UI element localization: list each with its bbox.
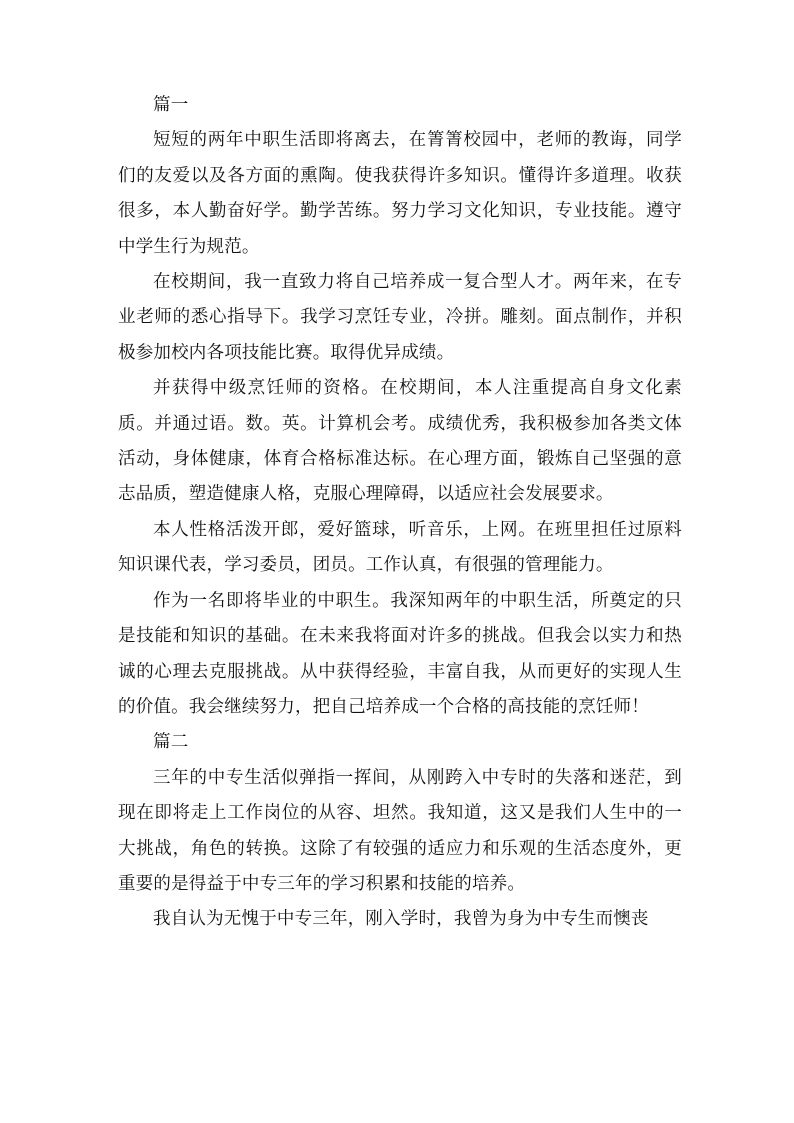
section-heading-1: 篇一	[153, 95, 189, 115]
paragraph: 并获得中级烹饪师的资格。在校期间，本人注重提高自身文化素质。并通过语。数。英。计算机会考。成绩优秀，我积极参加各类文体活动，身体健康，体育合格标准达标。在心理方面，锻炼自己坚强的意志品质，塑造健康人格，克服心理障碍，以适应社会发展要求。	[118, 378, 682, 505]
paragraph: 三年的中专生活似弹指一挥间，从刚跨入中专时的失落和迷茫，到现在即将走上工作岗位的从容、坦然。我知道，这又是我们人生中的一大挑战，角色的转换。这除了有较强的适应力和乐观的生活态度外，更重要的是得益于中专三年的学习积累和技能的培养。	[118, 767, 682, 894]
paragraph: 作为一名即将毕业的中职生。我深知两年的中职生活，所奠定的只是技能和知识的基础。在未来我将面对许多的挑战。但我会以实力和热诚的心理去克服挑战。从中获得经验，丰富自我，从而更好的实现人生的价值。我会继续努力，把自己培养成一个合格的高技能的烹饪师！	[118, 590, 682, 717]
paragraph: 在校期间，我一直致力将自己培养成一复合型人才。两年来，在专业老师的悉心指导下。我学习烹饪专业，冷拼。雕刻。面点制作，并积极参加校内各项技能比赛。取得优异成绩。	[118, 272, 682, 363]
paragraph: 本人性格活泼开郎，爱好篮球，听音乐，上网。在班里担任过原料知识课代表，学习委员，团员。工作认真，有很强的管理能力。	[118, 519, 682, 576]
paragraph: 短短的两年中职生活即将离去，在箐箐校园中，老师的教诲，同学们的友爱以及各方面的熏陶。使我获得许多知识。懂得许多道理。收获很多，本人勤奋好学。勤学苦练。努力学习文化知识，专业技能。遵守中学生行为规范。	[118, 130, 682, 257]
paragraph: 我自认为无愧于中专三年，刚入学时，我曾为身为中专生而懊丧	[153, 909, 649, 930]
section-heading-2: 篇二	[153, 732, 189, 753]
document-body	[118, 88, 682, 938]
